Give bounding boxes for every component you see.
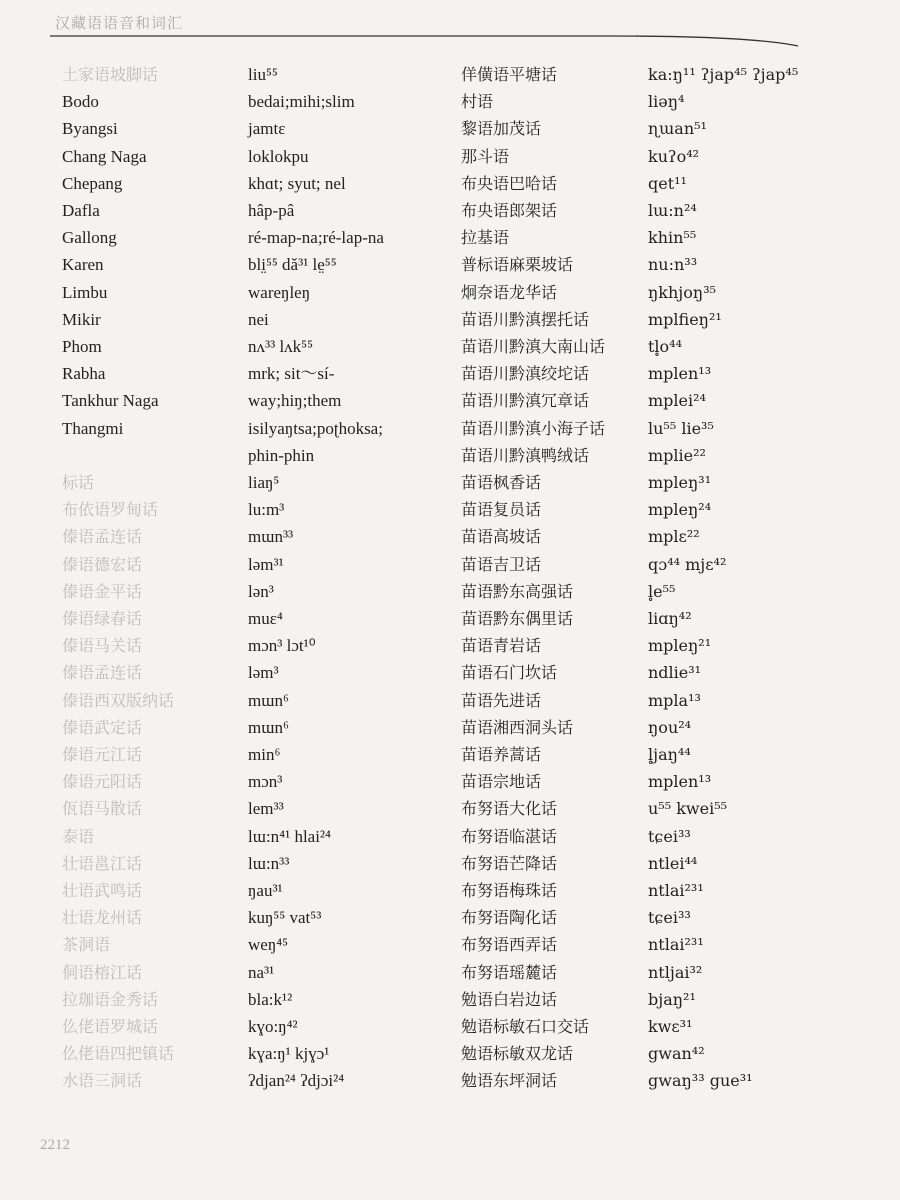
dialect-form: tɕei³³ — [648, 908, 691, 928]
table-row — [0, 115, 900, 142]
language-name: 泰语 — [62, 826, 95, 846]
table-row — [0, 143, 900, 170]
dialect-form: ndlie³¹ — [648, 663, 702, 683]
dialect-name: 佯僙语平塘话 — [461, 65, 558, 84]
header-rule — [50, 32, 800, 48]
language-name: 傣语孟连话 — [62, 527, 143, 547]
dialect-name: 苗语石门坎话 — [461, 663, 558, 683]
dialect-form: liɑŋ⁴² — [648, 609, 692, 628]
dialect-name: 苗语川黔滇绞坨话 — [461, 364, 590, 384]
table-row — [0, 795, 900, 822]
dialect-name: 苗语高坡话 — [461, 527, 542, 547]
dialect-name: 布努语陶化话 — [461, 908, 558, 928]
table-row — [0, 877, 900, 904]
dialect-form: ntljai³² — [648, 962, 703, 982]
word-form: hâp-pâ — [248, 201, 295, 220]
dialect-form: lɯ:n²⁴ — [648, 201, 697, 220]
language-name: 傣语金平话 — [62, 581, 143, 601]
table-row — [0, 714, 900, 741]
dialect-name: 苗语宗地话 — [461, 772, 542, 792]
dialect-form: mpleŋ²⁴ — [648, 500, 712, 520]
word-form: ʔdjan²⁴ ʔdjɔi²⁴ — [248, 1071, 345, 1091]
dialect-form: bjaŋ²¹ — [648, 989, 696, 1009]
dialect-form: mplie²² — [648, 445, 706, 465]
dialect-name: 布努语西弄话 — [461, 935, 558, 955]
dialect-name: 苗语川黔滇冗章话 — [461, 391, 590, 411]
dialect-name: 拉基语 — [461, 228, 510, 248]
dialect-form: lu⁵⁵ lie³⁵ — [648, 418, 714, 438]
dialect-name: 苗语黔东偶里话 — [461, 609, 574, 628]
word-form: ləm³¹ — [248, 554, 284, 574]
table-row — [0, 986, 900, 1013]
word-form: bli̤⁵⁵ dǎ³¹ le̤⁵⁵ — [248, 255, 337, 275]
dialect-name: 苗语吉卫话 — [461, 554, 542, 574]
table-row — [0, 306, 900, 333]
language-name: 傣语绿春话 — [62, 609, 143, 628]
dialect-name: 布央语郎架话 — [461, 201, 558, 220]
language-name: 壮语邕江话 — [62, 853, 143, 873]
word-form: lɯ:n⁴¹ hlai²⁴ — [248, 826, 331, 846]
table-row — [0, 1067, 900, 1094]
dialect-form: ŋkhjoŋ³⁵ — [648, 282, 717, 302]
dialect-form: u⁵⁵ kwei⁵⁵ — [648, 799, 728, 819]
dialect-form: mpleŋ³¹ — [648, 473, 712, 492]
table-row — [0, 88, 900, 115]
dialect-name: 普标语麻栗坡话 — [461, 255, 574, 275]
dialect-name: 布努语芒降话 — [461, 853, 558, 873]
dialect-name: 布努语大化话 — [461, 799, 558, 819]
dialect-form: mplfieŋ²¹ — [648, 309, 722, 329]
language-name: 傣语武定话 — [62, 717, 143, 737]
language-name: 土家语坡脚话 — [62, 65, 159, 84]
word-form: mrk; sit～sí- — [248, 364, 335, 384]
word-form: isilyaŋtsa;poʈhoksa; — [248, 418, 383, 438]
table-row — [0, 387, 900, 414]
word-form: na³¹ — [248, 962, 275, 982]
table-row — [0, 360, 900, 387]
table-row — [0, 632, 900, 659]
table-row — [0, 931, 900, 958]
dialect-form: nu:n³³ — [648, 255, 698, 275]
language-name: 侗语榕江话 — [62, 962, 143, 982]
word-form: bedai;mihi;slim — [248, 92, 355, 112]
language-name: 布依语罗甸话 — [62, 500, 159, 520]
word-form: mɔn³ — [248, 772, 283, 792]
table-row — [0, 551, 900, 578]
dialect-form: liəŋ⁴ — [648, 92, 685, 112]
dialect-form: mpleŋ²¹ — [648, 636, 712, 656]
dialect-form: kwɛ³¹ — [648, 1017, 693, 1036]
language-name: 水语三洞话 — [62, 1071, 143, 1091]
language-name: 佤语马散话 — [62, 799, 143, 819]
dialect-name: 苗语川黔滇小海子话 — [461, 418, 606, 438]
dialect-form: mpla¹³ — [648, 690, 701, 710]
language-name: Limbu — [62, 282, 108, 302]
dialect-name: 布努语梅珠话 — [461, 881, 558, 900]
word-form: lɯ:n³³ — [248, 853, 290, 873]
dialect-name: 村语 — [461, 92, 494, 112]
dialect-name: 勉语标敏双龙话 — [461, 1044, 574, 1064]
language-name: 仫佬语罗城话 — [62, 1017, 159, 1036]
table-row — [0, 578, 900, 605]
language-name: Gallong — [62, 228, 117, 248]
word-form: khɑt; syut; nel — [248, 173, 346, 193]
table-row — [0, 605, 900, 632]
table-row — [0, 850, 900, 877]
dialect-name: 苗语川黔滇大南山话 — [461, 337, 606, 356]
language-name: 傣语元阳话 — [62, 772, 143, 792]
running-header: 汉藏语语音和词汇 — [55, 14, 184, 32]
language-name: Thangmi — [62, 418, 124, 438]
dialect-name: 勉语标敏石口交话 — [461, 1017, 590, 1036]
table-row — [0, 768, 900, 795]
table-row — [0, 469, 900, 496]
dialect-name: 苗语湘西洞头话 — [461, 717, 574, 737]
language-name: 傣语孟连话 — [62, 663, 143, 683]
dialect-form: ntlai²³¹ — [648, 935, 704, 955]
word-form: lu:m³ — [248, 500, 285, 520]
word-form: ré-map-na;ré-lap-na — [248, 228, 384, 248]
dialect-form: khin⁵⁵ — [648, 228, 697, 248]
table-row — [0, 442, 900, 469]
table-row — [0, 197, 900, 224]
dialect-form: ntlai²³¹ — [648, 881, 704, 900]
word-form: min⁶ — [248, 745, 281, 764]
language-name: 壮语武鸣话 — [62, 881, 143, 900]
word-form: mɯn³³ — [248, 527, 294, 547]
word-form: kuŋ⁵⁵ vat⁵³ — [248, 908, 322, 928]
language-name: Chang Naga — [62, 146, 147, 166]
dialect-form: ŋou²⁴ — [648, 717, 692, 737]
dialect-form: tl̥o⁴⁴ — [648, 337, 683, 356]
word-form: nʌ³³ lʌk⁵⁵ — [248, 337, 314, 356]
word-form: loklokpu — [248, 146, 309, 166]
language-name: 拉珈语金秀话 — [62, 989, 159, 1009]
dialect-name: 黎语加茂话 — [461, 119, 542, 139]
dialect-form: mplen¹³ — [648, 364, 712, 384]
language-name: Karen — [62, 255, 104, 275]
language-name: 仫佬语四把镇话 — [62, 1044, 175, 1064]
dialect-form: qɔ⁴⁴ mjɛ⁴² — [648, 554, 727, 574]
table-row — [0, 1040, 900, 1067]
dialect-form: ka:ŋ¹¹ ʔjap⁴⁵ ʔjap⁴⁵ — [648, 65, 799, 84]
word-form: mɯn⁶ — [248, 690, 289, 710]
dialect-name: 炯奈语龙华话 — [461, 282, 558, 302]
dialect-name: 那斗语 — [461, 146, 510, 166]
word-form: wareŋleŋ — [248, 282, 311, 302]
table-row — [0, 523, 900, 550]
table-row — [0, 959, 900, 986]
dialect-form: kuʔo⁴² — [648, 146, 700, 166]
dialect-form: l̥e⁵⁵ — [648, 581, 676, 601]
dialect-form: qet¹¹ — [648, 173, 687, 193]
word-form: ləm³ — [248, 663, 279, 683]
dialect-form: gwaŋ³³ gue³¹ — [648, 1071, 753, 1091]
table-row — [0, 415, 900, 442]
word-form: liu⁵⁵ — [248, 65, 278, 84]
dialect-form: ɳɯan⁵¹ — [648, 119, 707, 139]
page-number: 2212 — [40, 1137, 70, 1153]
word-form: phin-phin — [248, 445, 315, 465]
table-row — [0, 251, 900, 278]
word-form: liaŋ⁵ — [248, 473, 280, 492]
word-form: weŋ⁴⁵ — [248, 935, 289, 955]
language-name: Rabha — [62, 364, 106, 384]
table-row — [0, 170, 900, 197]
dialect-name: 布央语巴哈话 — [461, 173, 558, 193]
language-name: Mikir — [62, 309, 101, 329]
word-form: nei — [248, 309, 269, 329]
dialect-name: 苗语川黔滇鸭绒话 — [461, 445, 590, 465]
language-name: Byangsi — [62, 119, 118, 139]
word-form: kɣo:ŋ⁴² — [248, 1017, 298, 1036]
dialect-form: l̥jaŋ⁴⁴ — [648, 745, 691, 764]
language-name: Phom — [62, 337, 102, 356]
language-name: 傣语马关话 — [62, 636, 143, 656]
dialect-form: mplei²⁴ — [648, 391, 706, 411]
dialect-name: 布努语临湛话 — [461, 826, 558, 846]
language-name: Tankhur Naga — [62, 391, 159, 411]
word-form: lem³³ — [248, 799, 284, 819]
dialect-form: tɕei³³ — [648, 826, 691, 846]
dialect-name: 布努语瑶麓话 — [461, 962, 558, 982]
language-name: 壮语龙州话 — [62, 908, 143, 928]
language-name: 傣语元江话 — [62, 745, 143, 764]
language-name: Chepang — [62, 173, 123, 193]
word-form: lən³ — [248, 581, 274, 601]
word-form: jamtɛ — [248, 119, 286, 139]
word-form: mɯn⁶ — [248, 717, 289, 737]
table-row — [0, 224, 900, 251]
dialect-name: 勉语白岩边话 — [461, 989, 558, 1009]
table-row — [0, 496, 900, 523]
language-name: 茶洞语 — [62, 935, 111, 955]
table-row — [0, 333, 900, 360]
dialect-name: 苗语枫香话 — [461, 473, 542, 492]
dialect-name: 苗语川黔滇摆托话 — [461, 309, 590, 329]
table-row — [0, 1013, 900, 1040]
dialect-name: 苗语黔东高强话 — [461, 581, 574, 601]
word-form: way;hiŋ;them — [248, 391, 342, 411]
language-name: Dafla — [62, 201, 100, 220]
table-row — [0, 61, 900, 88]
language-name: 傣语西双版纳话 — [62, 690, 175, 710]
dialect-name: 苗语青岩话 — [461, 636, 542, 656]
dialect-name: 苗语先进话 — [461, 690, 542, 710]
word-form: mɔn³ lɔt¹⁰ — [248, 636, 316, 656]
dialect-form: mplɛ²² — [648, 527, 700, 547]
dialect-name: 勉语东坪洞话 — [461, 1071, 558, 1091]
language-name: 标话 — [62, 473, 95, 492]
word-form: muɛ⁴ — [248, 609, 283, 628]
table-row — [0, 741, 900, 768]
word-form: kɣa:ŋ¹ kjɣɔ¹ — [248, 1044, 330, 1064]
word-form: bla:k¹² — [248, 989, 293, 1009]
table-row — [0, 279, 900, 306]
word-form: ŋau³¹ — [248, 881, 283, 900]
table-row — [0, 823, 900, 850]
table-row — [0, 904, 900, 931]
dialect-form: ntlei⁴⁴ — [648, 853, 698, 873]
table-row — [0, 687, 900, 714]
language-name: 傣语德宏话 — [62, 554, 143, 574]
dialect-form: gwan⁴² — [648, 1044, 705, 1064]
table-row — [0, 659, 900, 686]
dialect-name: 苗语复员话 — [461, 500, 542, 520]
language-name: Bodo — [62, 92, 99, 112]
dialect-name: 苗语养蒿话 — [461, 745, 542, 764]
dialect-form: mplen¹³ — [648, 772, 712, 792]
